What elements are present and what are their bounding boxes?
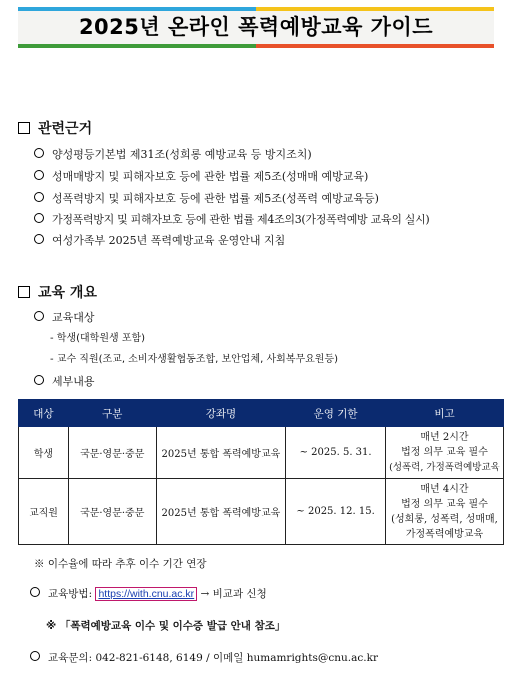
basis-item-text: 가정폭력방지 및 피해자보호 등에 관한 법률 제4조의3(가정폭력예방 교육의 실시) (52, 213, 430, 226)
contact-text: 교육문의: 042-821-6148, 6149 / 이메일 humamrights@cnu.ac.kr (48, 652, 378, 664)
section-heading-overview (18, 282, 97, 302)
basis-item (34, 168, 368, 184)
section-heading-label: 교육 개요 (38, 285, 97, 301)
checkbox-square-icon (18, 286, 30, 298)
circle-bullet-icon (34, 234, 44, 244)
accent-bar-bottom-right (256, 44, 494, 48)
section-heading-basis (18, 118, 92, 138)
basis-item (34, 211, 429, 227)
basis-item (34, 190, 379, 206)
column-header: 비고 (385, 400, 503, 427)
basis-item-text: 성폭력방지 및 피해자보호 등에 관한 법률 제5조(성폭력 예방교육등) (52, 192, 379, 205)
cell-deadline: ~ 2025. 12. 15. (286, 479, 386, 545)
circle-bullet-icon (30, 651, 40, 661)
column-header: 운영 기한 (286, 400, 386, 427)
method-link[interactable]: https://with.cnu.ac.kr (95, 587, 197, 601)
note-line: 매년 4시간 (420, 483, 469, 495)
contact-line (30, 650, 378, 665)
section-heading-label: 관련근거 (38, 121, 93, 137)
table-row (19, 479, 504, 545)
accent-bar-bottom-left (18, 44, 256, 48)
cell-course: 2025년 통합 폭력예방교육 (156, 427, 286, 479)
circle-bullet-icon (34, 170, 44, 180)
column-header: 구분 (68, 400, 156, 427)
note-line: 법정 의무 교육 필수 (401, 447, 488, 458)
note-line: (성희롱, 성폭력, 성매매, (391, 513, 498, 525)
target-staff: - 교수 직원(조교, 소비자생활협동조합, 보안업체, 사회복무요원등) (50, 354, 339, 365)
detail-label-text: 세부내용 (52, 375, 95, 388)
column-header: 강좌명 (156, 400, 286, 427)
basis-item (34, 232, 285, 248)
target-label-text: 교육대상 (52, 311, 95, 324)
circle-bullet-icon (34, 375, 44, 385)
cell-category: 국문·영문·중문 (68, 479, 156, 545)
cell-note (385, 479, 503, 545)
circle-bullet-icon (34, 148, 44, 158)
basis-item (34, 146, 312, 162)
basis-item-text: 성매매방지 및 피해자보호 등에 관한 법률 제5조(성매매 예방교육) (52, 170, 369, 183)
table-row (19, 427, 504, 479)
cell-target: 학생 (19, 427, 69, 479)
page-title: 2025년 온라인 폭력예방교육 가이드 (78, 15, 434, 39)
method-line (30, 586, 267, 601)
method-suffix: → 비교과 신청 (200, 588, 267, 600)
cell-note (385, 427, 503, 479)
cell-course: 2025년 통합 폭력예방교육 (156, 479, 286, 545)
column-header: 대상 (19, 400, 69, 427)
cell-category: 국문·영문·중문 (68, 427, 156, 479)
circle-bullet-icon (34, 311, 44, 321)
detail-label (34, 373, 95, 389)
extension-note: ※ 이수율에 따라 추후 이수 기간 연장 (34, 558, 207, 570)
checkbox-square-icon (18, 122, 30, 134)
basis-item-text: 양성평등기본법 제31조(성희롱 예방교육 등 방지조치) (52, 148, 312, 161)
target-label (34, 309, 95, 325)
note-line: 법정 의무 교육 필수 (401, 498, 488, 510)
cell-target: 교직원 (19, 479, 69, 545)
circle-bullet-icon (34, 192, 44, 202)
course-table (18, 399, 504, 545)
table-header-row (19, 400, 504, 427)
guide-reference: ※ 「폭력예방교육 이수 및 이수증 발급 안내 참조」 (46, 620, 286, 632)
target-students: - 학생(대학원생 포함) (50, 333, 146, 344)
note-line: (성폭력, 가정폭력예방교육 (389, 462, 500, 473)
note-line: 가정폭력예방교육 (405, 528, 484, 540)
method-label: 교육방법: (48, 588, 93, 600)
note-line: 매년 2시간 (420, 432, 469, 443)
cell-deadline: ~ 2025. 5. 31. (286, 427, 386, 479)
circle-bullet-icon (34, 213, 44, 223)
basis-item-text: 여성가족부 2025년 폭력예방교육 운영안내 지침 (52, 234, 286, 247)
circle-bullet-icon (30, 587, 40, 597)
